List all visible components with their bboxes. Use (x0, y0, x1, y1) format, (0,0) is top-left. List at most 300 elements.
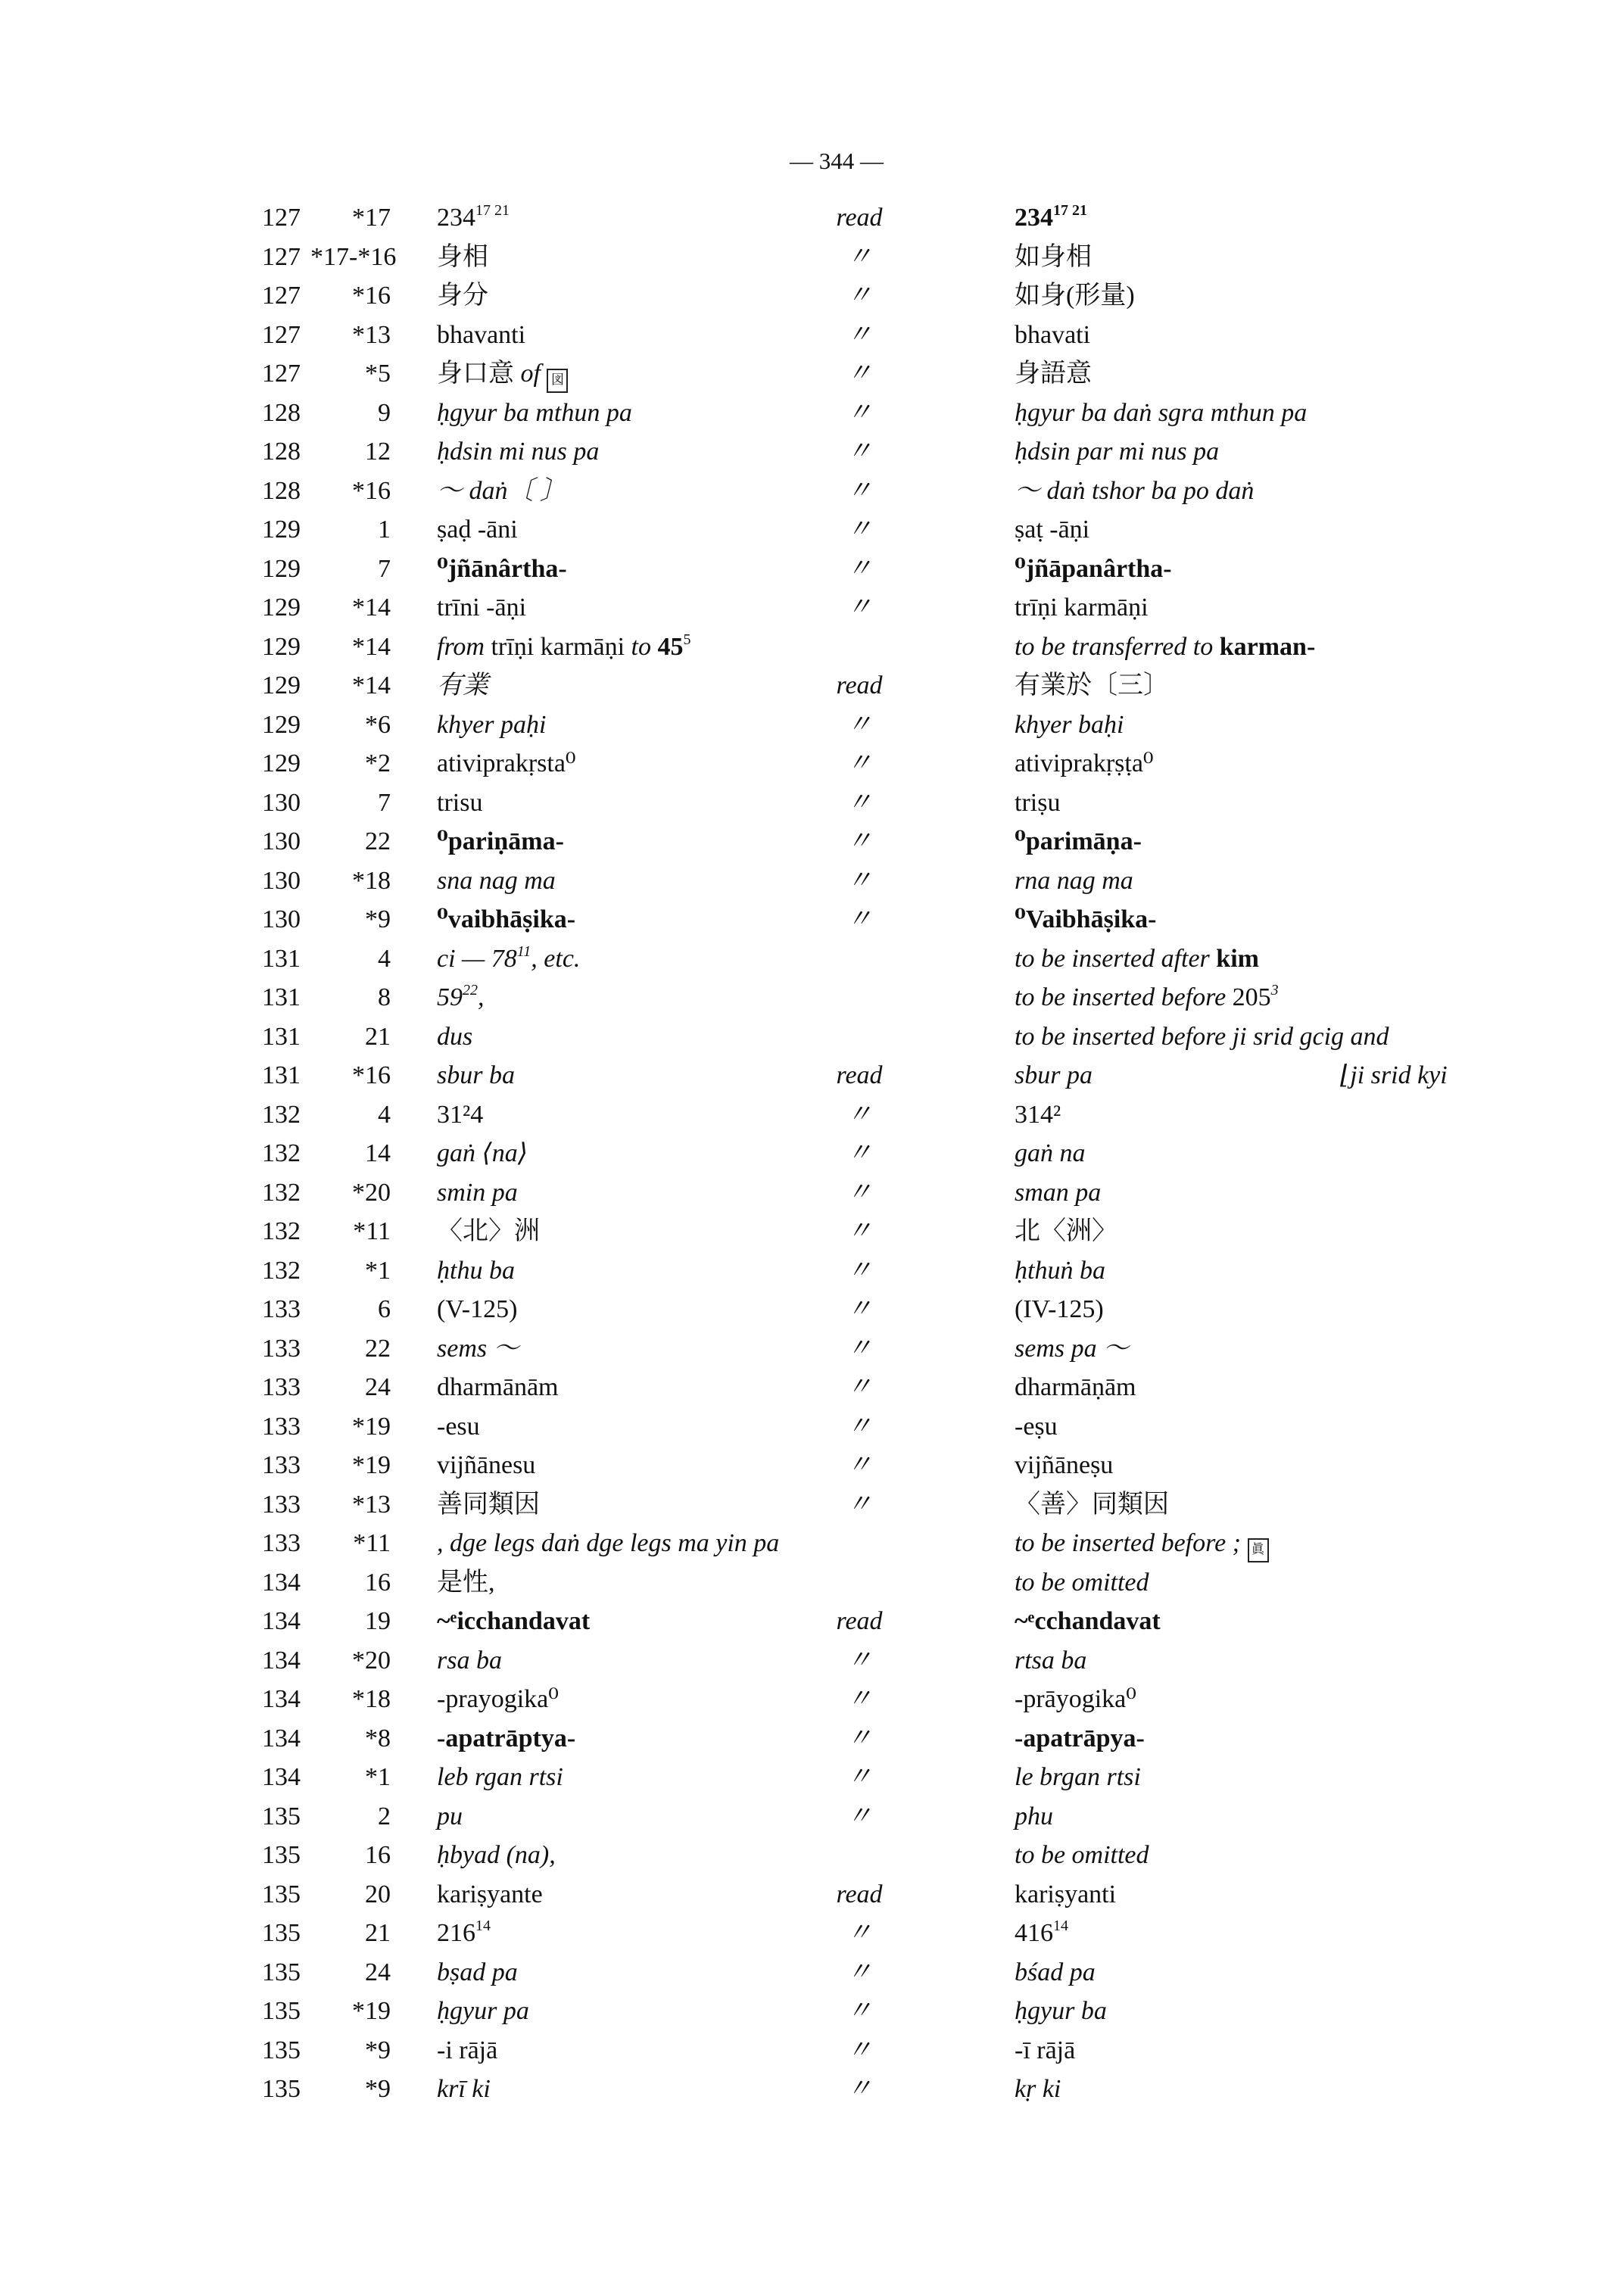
correct-text: (IV-125) (1015, 1295, 1104, 1323)
line-ref: *5 (365, 360, 391, 388)
wrong-text: smin pa (437, 1178, 518, 1207)
wrong-text: ḥgyur pa (437, 1997, 529, 2025)
line-ref: *11 (353, 1217, 391, 1245)
line-ref: *1 (365, 1763, 391, 1791)
line-ref: 7 (378, 554, 391, 583)
correct-text: gaṅ na (1015, 1139, 1086, 1167)
errata-row (0, 1329, 1624, 1369)
page-ref: 134 (262, 1568, 301, 1597)
wrong-text: (V-125) (437, 1295, 518, 1323)
correct-text: rna nag ma (1015, 866, 1133, 895)
page-ref: 135 (262, 1997, 301, 2025)
page-ref: 131 (262, 1061, 301, 1089)
wrong-reading (437, 861, 556, 901)
wrong-reading (437, 238, 488, 277)
wrong-reading (437, 1953, 518, 1992)
errata-row (0, 1056, 1624, 1095)
wrong-reading (437, 316, 525, 355)
correct-text: ḥthuṅ ba (1015, 1256, 1105, 1285)
page-ref: 132 (262, 1256, 301, 1285)
correct-reading (1015, 1134, 1086, 1173)
line-ref: *17-*16 (310, 242, 397, 271)
correct-text: -eṣu (1015, 1412, 1058, 1441)
wrong-reading (437, 784, 482, 823)
line-ref: 22 (365, 827, 391, 855)
read-mark: 〃 (846, 2075, 872, 2103)
correct-text: ḥdsin par mi nus pa (1015, 438, 1220, 466)
correct-reading (1015, 1719, 1145, 1759)
wrong-text: 216 (437, 1919, 475, 1947)
to-word: to (631, 632, 651, 661)
line-ref: 16 (365, 1841, 391, 1869)
errata-row (0, 666, 1624, 706)
read-mark: 〃 (846, 710, 872, 739)
of-word: of (520, 360, 541, 388)
correct-text: rtsa ba (1015, 1646, 1087, 1675)
wrong-tail: , etc. (531, 944, 581, 973)
wrong-text: kariṣyante (437, 1880, 543, 1908)
wrong-text: 〈北〉洲 (437, 1217, 540, 1245)
wrong-tail: , (478, 983, 485, 1011)
wrong-text: ḥgyur ba mthun pa (437, 398, 632, 427)
wrong-text: ⁰vaibhāṣika- (437, 905, 576, 933)
wrong-reading (437, 1875, 543, 1914)
page-ref: 127 (262, 242, 301, 271)
wrong-text: , dge legs daṅ dge legs ma yin pa (437, 1529, 780, 1557)
page-ref: 134 (262, 1607, 301, 1635)
correct-text: ḥgyur ba (1015, 1997, 1107, 2025)
correct-reading (1015, 784, 1060, 823)
from-word: from (437, 632, 485, 661)
errata-row (0, 238, 1624, 277)
correct-text: phu (1015, 1802, 1053, 1830)
correct-text: ⁰Vaibhāṣika- (1015, 905, 1157, 933)
page-number: — 344 — (790, 148, 884, 174)
correct-reading (1015, 939, 1259, 979)
read-mark: 〃 (846, 1685, 872, 1713)
page-ref: 132 (262, 1217, 301, 1245)
wrong-text: ~ͤicchandavat (437, 1607, 591, 1635)
wrong-reading (437, 1485, 540, 1525)
correct-text: 〈善〉同類因 (1015, 1490, 1169, 1519)
wrong-reading (437, 1095, 483, 1135)
correct-text: 如身(形量) (1015, 282, 1135, 310)
correct-reading (1015, 1095, 1061, 1135)
correct-reading (1015, 238, 1092, 277)
errata-row (0, 1407, 1624, 1447)
page-ref: 133 (262, 1451, 301, 1479)
page-ref: 132 (262, 1139, 301, 1167)
read-mark: 〃 (846, 1295, 872, 1323)
page-ref: 133 (262, 1490, 301, 1519)
wrong-reading (437, 394, 632, 433)
correct-reading (1015, 1017, 1389, 1057)
errata-row (0, 316, 1624, 355)
errata-row (0, 1953, 1624, 1992)
wrong-text: khyer paḥi (437, 710, 547, 739)
wrong-reading (437, 354, 568, 394)
page-ref: 130 (262, 827, 301, 855)
line-ref: *14 (352, 594, 391, 622)
correct-text: 北〈洲〉 (1015, 1217, 1117, 1245)
line-ref: *13 (352, 320, 391, 349)
page-ref: 133 (262, 1295, 301, 1323)
correct-text: vijñāneṣu (1015, 1451, 1114, 1479)
errata-row (0, 354, 1624, 394)
correct-reading (1015, 1953, 1096, 1992)
line-ref: *17 (352, 204, 391, 232)
page-ref: 129 (262, 554, 301, 583)
wrong-reading (437, 276, 488, 316)
wrong-reading (437, 1836, 556, 1875)
correct-text: dharmāṇām (1015, 1373, 1136, 1401)
errata-table (0, 198, 1624, 2109)
read-mark: 〃 (846, 1958, 872, 1986)
correct-reading (1015, 861, 1133, 901)
errata-row (0, 510, 1624, 550)
line-ref: 7 (378, 788, 391, 817)
read-mark: 〃 (846, 438, 872, 466)
page-ref: 130 (262, 905, 301, 933)
correct-text: bśad pa (1015, 1958, 1096, 1986)
correct-end: 205 (1232, 983, 1271, 1011)
read-mark: 〃 (846, 1646, 872, 1675)
wrong-text: ci — 78 (437, 944, 517, 973)
continuation-note: ⌊ji srid kyi (1340, 1061, 1448, 1089)
page-ref: 127 (262, 320, 301, 349)
correct-text: sbur pa (1015, 1061, 1093, 1089)
line-ref: *6 (365, 710, 391, 739)
correct-text: to be omitted (1015, 1841, 1149, 1869)
errata-row (0, 1446, 1624, 1485)
wrong-reading (437, 432, 599, 472)
correct-end-superscript: 3 (1270, 982, 1279, 999)
line-ref: 21 (365, 1022, 391, 1051)
wrong-text: 身分 (437, 282, 488, 310)
correct-reading (1015, 1563, 1149, 1603)
correct-reading (1015, 1680, 1136, 1719)
errata-row (0, 550, 1624, 589)
wrong-text: 是性, (437, 1568, 495, 1597)
correct-reading (1015, 1368, 1136, 1407)
errata-row (0, 1875, 1624, 1914)
wrong-text: dus (437, 1022, 473, 1051)
read-mark: 〃 (846, 1724, 872, 1752)
correct-text: triṣu (1015, 788, 1061, 817)
wrong-reading (437, 588, 526, 628)
read-mark: 〃 (846, 516, 872, 544)
correct-reading (1015, 706, 1124, 745)
wrong-text: bṣad pa (437, 1958, 518, 1986)
correct-text: 身語意 (1015, 360, 1092, 388)
wrong-text: leb rgan rtsi (437, 1763, 563, 1791)
errata-row (0, 861, 1624, 901)
page-ref: 135 (262, 1919, 301, 1947)
errata-row (0, 1095, 1624, 1135)
page-ref: 135 (262, 2075, 301, 2103)
correct-text: trīṇi karmāṇi (1015, 594, 1149, 622)
errata-row (0, 1212, 1624, 1251)
correct-reading (1015, 276, 1135, 316)
wrong-reading (437, 1680, 559, 1719)
read-mark: read (836, 1880, 883, 1908)
wrong-reading (437, 550, 567, 589)
correct-reading (1015, 394, 1307, 433)
correct-reading (1015, 1992, 1107, 2031)
line-ref: 20 (365, 1880, 391, 1908)
errata-row (0, 1758, 1624, 1797)
errata-row (0, 1836, 1624, 1875)
wrong-text: gaṅ ⟨na⟩ (437, 1139, 528, 1167)
page-ref: 131 (262, 944, 301, 973)
wrong-reading (437, 1017, 472, 1057)
read-mark: 〃 (846, 866, 872, 895)
correct-reading (1015, 1056, 1093, 1095)
page-ref: 129 (262, 516, 301, 544)
wrong-reading (437, 2070, 491, 2109)
correct-reading (1015, 628, 1315, 667)
page-ref: 127 (262, 282, 301, 310)
read-mark: 〃 (846, 1217, 872, 1245)
correct-reading (1015, 2070, 1061, 2109)
correct-reading (1015, 1758, 1141, 1797)
wrong-text: sbur ba (437, 1061, 515, 1089)
page-ref: 131 (262, 1022, 301, 1051)
page-ref: 135 (262, 1802, 301, 1830)
correct-reading (1015, 1485, 1169, 1525)
errata-row (0, 472, 1624, 511)
correct-reading (1015, 198, 1087, 238)
errata-row (0, 744, 1624, 784)
seal-icon: 眞 (1248, 1538, 1269, 1562)
wrong-text: trīni -āṇi (437, 594, 527, 622)
errata-row (0, 1641, 1624, 1681)
line-ref: *20 (352, 1178, 391, 1207)
page-ref: 128 (262, 476, 301, 505)
wrong-text: krī ki (437, 2075, 491, 2103)
correct-text: to be omitted (1015, 1568, 1149, 1597)
correct-reading (1015, 354, 1092, 394)
read-mark: 〃 (846, 1373, 872, 1401)
line-ref: *9 (365, 905, 391, 933)
wrong-text: sna nag ma (437, 866, 556, 895)
line-ref: *11 (353, 1529, 391, 1557)
read-mark: 〃 (846, 1412, 872, 1441)
read-mark: read (836, 1607, 883, 1635)
page-ref: 131 (262, 983, 301, 1011)
line-ref: 1 (378, 516, 391, 544)
correct-text: 如身相 (1015, 242, 1092, 271)
line-ref: 6 (378, 1295, 391, 1323)
correct-reading (1015, 1290, 1104, 1329)
wrong-reading (437, 510, 518, 550)
read-mark: 〃 (846, 1451, 872, 1479)
page-ref: 127 (262, 204, 301, 232)
wrong-text: 善同類因 (437, 1490, 540, 1519)
read-mark: 〃 (846, 1139, 872, 1167)
wrong-text: ḥdsin mi nus pa (437, 438, 600, 466)
page-ref: 133 (262, 1373, 301, 1401)
line-ref: *9 (365, 2036, 391, 2064)
wrong-reading (437, 1290, 517, 1329)
wrong-text: sems ～ (437, 1334, 519, 1363)
wrong-text: -i rājā (437, 2036, 498, 2064)
wrong-reading (437, 1368, 559, 1407)
correct-reading (1015, 1329, 1129, 1369)
page-ref: 129 (262, 749, 301, 777)
wrong-reading (437, 900, 575, 939)
line-ref: 4 (378, 944, 391, 973)
page-ref: 133 (262, 1334, 301, 1363)
correct-bold: kim (1216, 944, 1259, 973)
read-mark: 〃 (846, 242, 872, 271)
wrong-reading (437, 1407, 480, 1447)
wrong-text: 31²4 (437, 1100, 484, 1129)
correct-superscript: 14 (1053, 1918, 1068, 1934)
line-ref: *16 (352, 282, 391, 310)
correct-superscript: 17 21 (1053, 202, 1087, 219)
correct-text: ⁰parimāṇa- (1015, 827, 1142, 855)
wrong-text: 234 (437, 204, 475, 232)
seal-icon: 図 (547, 369, 568, 393)
correct-text: 314² (1015, 1100, 1061, 1129)
correct-bold: karman- (1219, 632, 1316, 661)
read-mark: 〃 (846, 594, 872, 622)
line-ref: 4 (378, 1100, 391, 1129)
line-ref: 24 (365, 1373, 391, 1401)
errata-row (0, 1602, 1624, 1641)
line-ref: *9 (365, 2075, 391, 2103)
line-ref: *16 (352, 476, 391, 505)
line-ref: *18 (352, 1685, 391, 1713)
page-ref: 130 (262, 866, 301, 895)
wrong-text: ṣaḍ -āni (437, 516, 518, 544)
line-ref: 19 (365, 1607, 391, 1635)
wrong-text: vijñānesu (437, 1451, 536, 1479)
errata-row (0, 1017, 1624, 1057)
wrong-reading (437, 1602, 590, 1641)
line-ref: *18 (352, 866, 391, 895)
read-mark: read (836, 1061, 883, 1089)
page-ref: 132 (262, 1178, 301, 1207)
errata-row (0, 900, 1624, 939)
correct-text: ativiprakṛṣṭa⁰ (1015, 749, 1154, 777)
correct-text: to be inserted before (1015, 983, 1227, 1011)
correct-reading (1015, 1173, 1101, 1213)
wrong-reading (437, 1797, 463, 1837)
errata-row (0, 276, 1624, 316)
wrong-superscript: 11 (516, 942, 531, 960)
correct-text: kariṣyanti (1015, 1880, 1117, 1908)
correct-reading (1015, 1524, 1269, 1563)
wrong-text: ⁰jñānârtha- (437, 554, 567, 583)
line-ref: *8 (365, 1724, 391, 1752)
page-ref: 129 (262, 671, 301, 699)
read-mark: 〃 (846, 905, 872, 933)
line-ref: *14 (352, 632, 391, 661)
read-mark: 〃 (846, 827, 872, 855)
errata-row (0, 1368, 1624, 1407)
errata-row (0, 1797, 1624, 1837)
read-mark: 〃 (846, 320, 872, 349)
line-ref: 22 (365, 1334, 391, 1363)
wrong-text: trīṇi karmāṇi (491, 632, 625, 661)
wrong-reading (437, 666, 488, 706)
correct-text: ～ daṅ tshor ba po daṅ (1015, 476, 1255, 505)
page-ref: 134 (262, 1646, 301, 1675)
correct-reading (1015, 1446, 1113, 1485)
line-ref: 8 (378, 983, 391, 1011)
line-ref: *20 (352, 1646, 391, 1675)
wrong-text: bhavanti (437, 320, 526, 349)
correct-text: ṣaṭ -āṇi (1015, 516, 1090, 544)
correct-text: to be inserted after (1015, 944, 1210, 973)
read-mark: 〃 (846, 1178, 872, 1207)
page-ref: 133 (262, 1529, 301, 1557)
correct-text: le brgan rtsi (1015, 1763, 1141, 1791)
correct-text: ḥgyur ba daṅ sgra mthun pa (1015, 398, 1308, 427)
line-ref: *19 (352, 1997, 391, 2025)
page-ref: 128 (262, 438, 301, 466)
read-mark: 〃 (846, 398, 872, 427)
correct-text: sman pa (1015, 1178, 1102, 1207)
line-ref: 12 (365, 438, 391, 466)
errata-row (0, 588, 1624, 628)
correct-reading (1015, 744, 1154, 784)
wrong-superscript: 22 (463, 982, 478, 999)
wrong-reading (437, 1992, 529, 2031)
read-mark: 〃 (846, 749, 872, 777)
errata-row (0, 2031, 1624, 2070)
errata-row (0, 1134, 1624, 1173)
read-mark: 〃 (846, 1802, 872, 1830)
correct-reading (1015, 1836, 1149, 1875)
correct-reading (1015, 316, 1090, 355)
wrong-text: -apatrāptya- (437, 1724, 576, 1752)
correct-reading (1015, 822, 1142, 861)
read-mark: read (836, 204, 883, 232)
wrong-superscript: 14 (475, 1918, 491, 1934)
page-ref: 135 (262, 1880, 301, 1908)
read-mark: 〃 (846, 1919, 872, 1947)
errata-row (0, 1485, 1624, 1525)
read-mark: 〃 (846, 1100, 872, 1129)
correct-reading (1015, 1641, 1086, 1681)
wrong-reading (437, 472, 566, 511)
line-ref: 24 (365, 1958, 391, 1986)
line-ref: *19 (352, 1412, 391, 1441)
correct-reading (1015, 2031, 1075, 2070)
wrong-reading (437, 1719, 575, 1759)
page-ref: 130 (262, 788, 301, 817)
errata-row (0, 822, 1624, 861)
read-mark: 〃 (846, 788, 872, 817)
page-ref: 128 (262, 398, 301, 427)
correct-reading (1015, 588, 1149, 628)
read-mark: 〃 (846, 282, 872, 310)
read-mark: 〃 (846, 2036, 872, 2064)
errata-row (0, 1251, 1624, 1291)
wrong-reading (437, 1758, 563, 1797)
line-ref: *1 (365, 1256, 391, 1285)
wrong-reading (437, 1524, 779, 1563)
errata-row (0, 1992, 1624, 2031)
correct-text: sems pa ～ (1015, 1334, 1130, 1363)
page-ref: 134 (262, 1724, 301, 1752)
line-ref: *14 (352, 671, 391, 699)
page-ref: 135 (262, 1958, 301, 1986)
wrong-reading (437, 706, 546, 745)
